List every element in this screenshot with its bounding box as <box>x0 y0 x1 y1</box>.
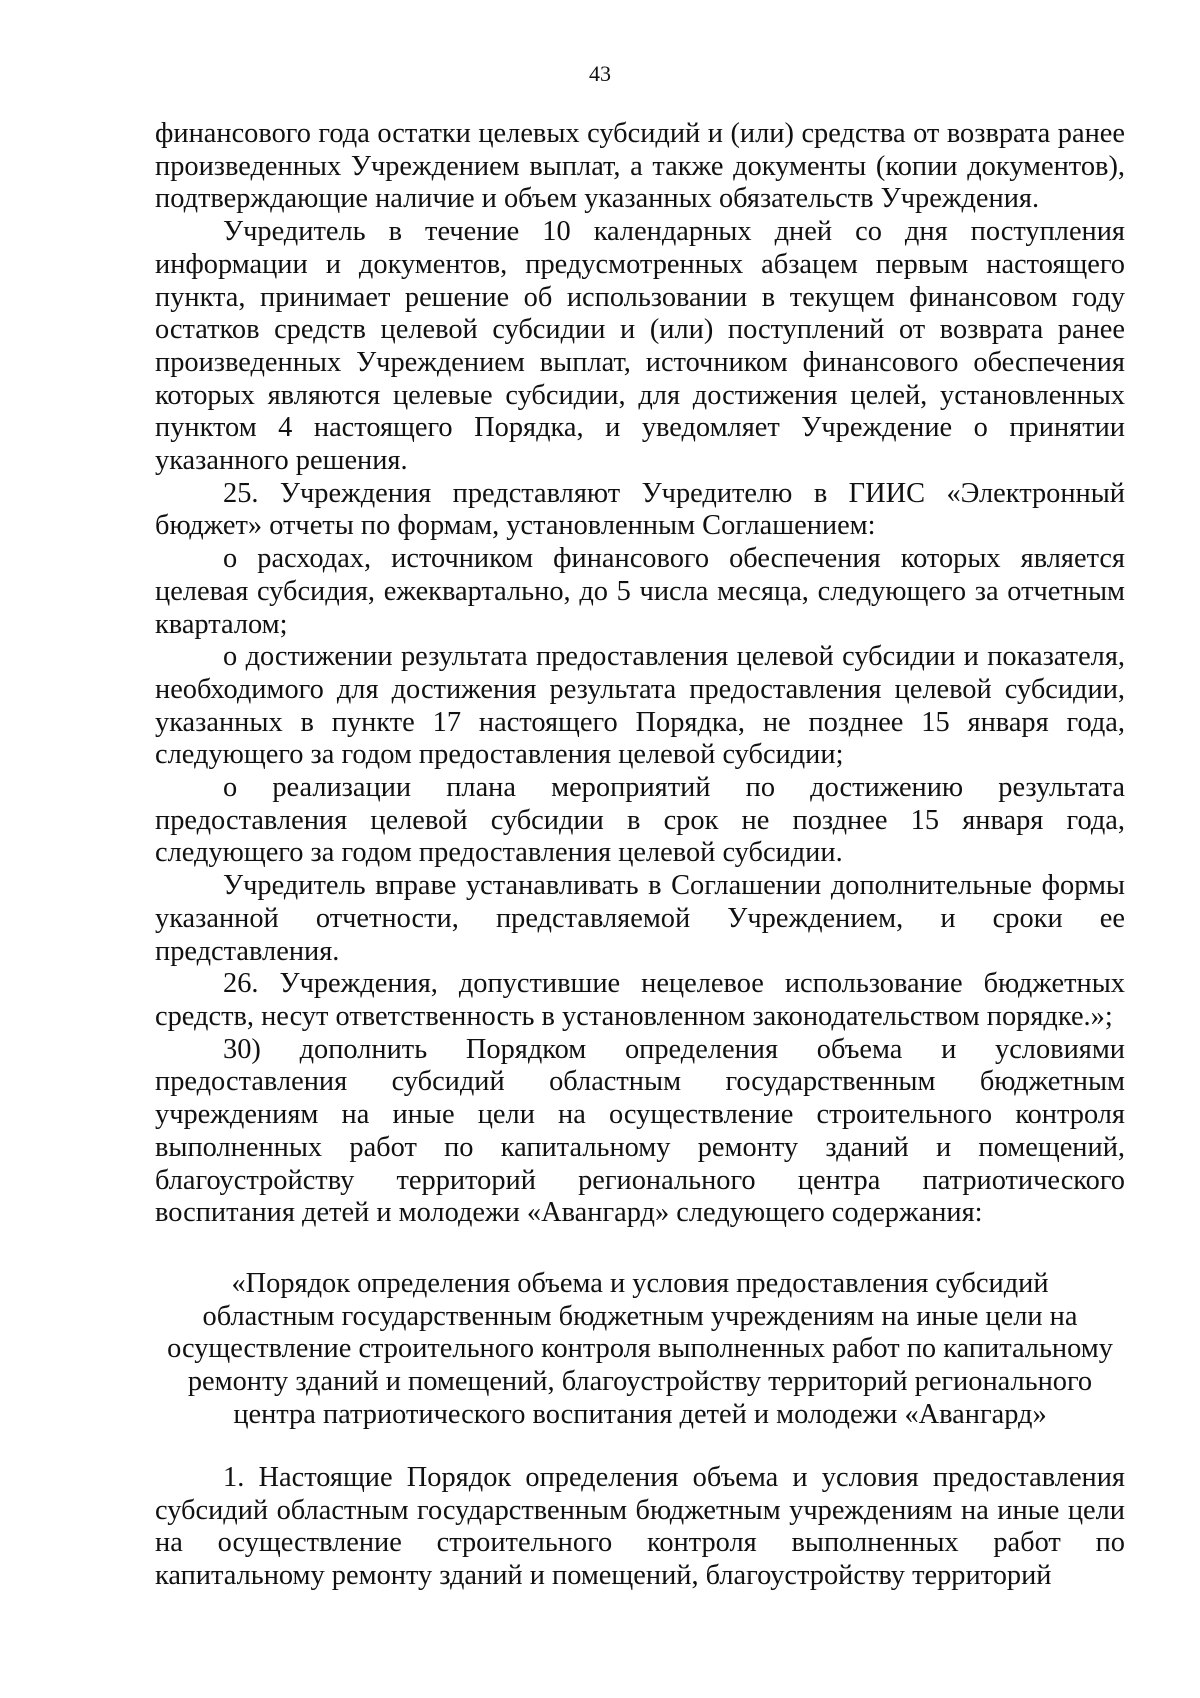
paragraph-additional-forms: Учредитель вправе устанавливать в Соглашении дополнительные формы указанной отчетности, представляемой Учреждением, и сроки ее представления. <box>155 870 1125 967</box>
heading-line: ремонту зданий и помещений, благоустройству территорий регионального <box>187 1366 1093 1398</box>
paragraph-continuation: финансового года остатки целевых субсидий и (или) средства от возврата ранее произведенных Учреждением выплат, а также документы (копии документов), подтверждающие наличие и объем указанных обязательств Учреждения. <box>155 118 1125 215</box>
heading-line: центра патриотического воспитания детей и молодежи «Авангард» <box>233 1398 1047 1430</box>
heading-line: осуществление строительного контроля выполненных работ по капитальному <box>167 1333 1113 1365</box>
paragraph-item-26: 26. Учреждения, допустившие нецелевое использование бюджетных средств, несут ответственность в установленном законодательством порядке.»; <box>155 968 1125 1032</box>
heading-line: «Порядок определения объема и условия предоставления субсидий <box>231 1268 1049 1299</box>
page-number: 43 <box>589 61 611 86</box>
paragraph-founder-decision: Учредитель в течение 10 календарных дней со дня поступления информации и документов, предусмотренных абзацем первым настоящего пункта, принимает решение об использовании в текущем финансовом году остатков средств целевой субсидии и (или) поступлений от возврата ранее произведенных Учреждением выплат, источником финансового обеспечения которых являются целевые субсидии, для достижения целей, установленных пунктом 4 настоящего Порядка, и уведомляет Учреждение о принятии указанного решения. <box>155 216 1125 477</box>
paragraph-item-30: 30) дополнить Порядком определения объема и условиями предоставления субсидий областным государственным бюджетным учреждениям на иные цели на осуществление строительного контроля выполненных работ по капитальному ремонту зданий и помещений, благоустройству территорий регионального центра патриотического воспитания детей и молодежи «Авангард» следующего содержания: <box>155 1033 1125 1229</box>
section-heading <box>155 1268 1125 1432</box>
paragraph-item-1: 1. Настоящие Порядок определения объема и условия предоставления субсидий областным государственным бюджетным учреждениям на иные цели на осуществление строительного контроля выполненных работ по капитальному ремонту зданий и помещений, благоустройству территорий <box>155 1462 1125 1592</box>
document-body-continued <box>155 1462 1125 1593</box>
paragraph-expenses-report: о расходах, источником финансового обеспечения которых является целевая субсидия, ежеквартально, до 5 числа месяца, следующего за отчетным кварталом; <box>155 543 1125 640</box>
paragraph-plan-report: о реализации плана мероприятий по достижению результата предоставления целевой субсидии в срок не позднее 15 января года, следующего за годом предоставления целевой субсидии. <box>155 772 1125 869</box>
heading-line: областным государственным бюджетным учреждениям на иные цели на <box>202 1300 1078 1332</box>
paragraph-results-report: о достижении результата предоставления целевой субсидии и показателя, необходимого для достижения результата предоставления целевой субсидии, указанных в пункте 17 настоящего Порядка, не позднее 15 января года, следующего за годом предоставления целевой субсидии; <box>155 641 1125 771</box>
paragraph-item-25: 25. Учреждения представляют Учредителю в ГИИС «Электронный бюджет» отчеты по формам, установленным Соглашением: <box>155 477 1125 542</box>
document-body <box>155 118 1125 1230</box>
